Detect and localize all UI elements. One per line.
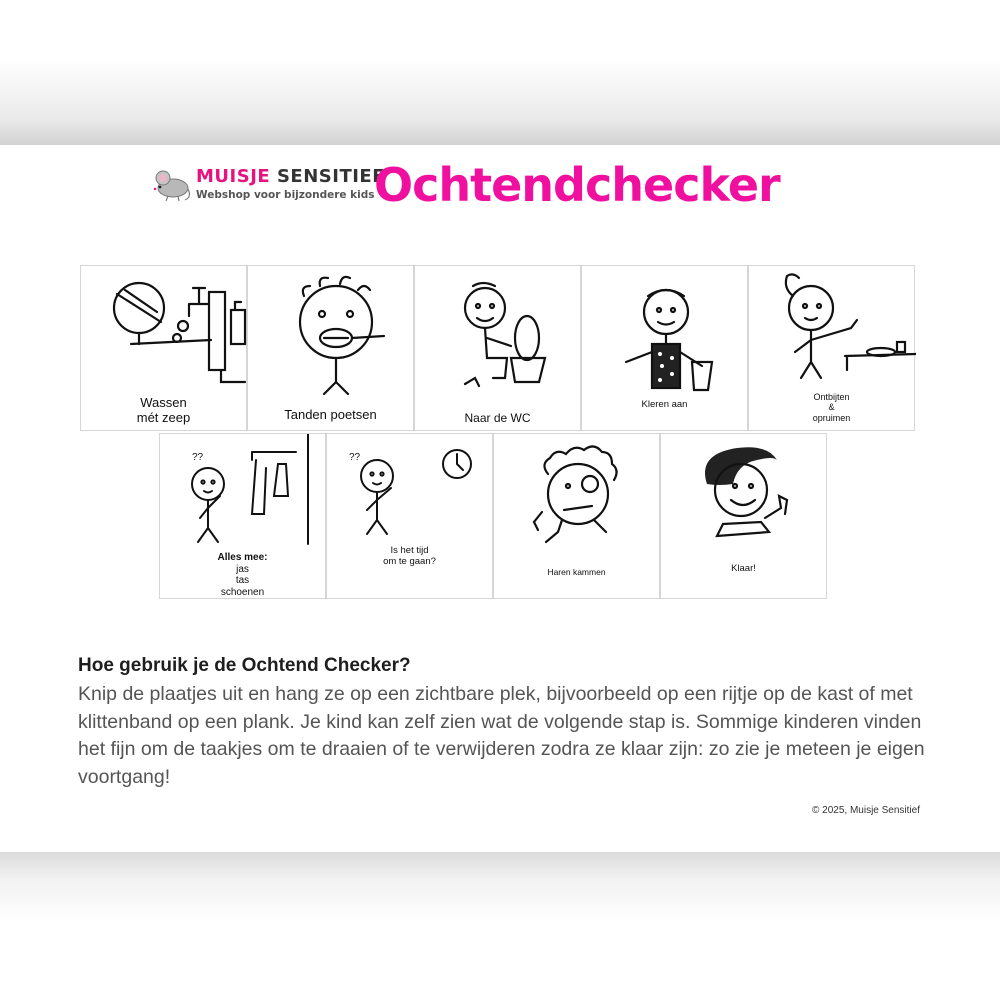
mouse-logo-icon: [152, 167, 192, 203]
task-caption: [327, 546, 492, 568]
caption-line: Alles mee:: [217, 552, 268, 563]
caption-line: Ontbijten: [813, 392, 850, 402]
caption-line: mét zeep: [136, 409, 191, 425]
task-card-comb-hair: [493, 433, 660, 599]
thought-marks: ??: [349, 452, 361, 463]
task-caption: [248, 408, 413, 423]
task-caption: [81, 396, 246, 426]
task-caption: [160, 552, 325, 598]
task-card-ready: [660, 433, 827, 599]
caption-line: Kleren aan: [641, 399, 688, 410]
caption-line: Naar de WC: [464, 411, 531, 425]
task-caption: [494, 568, 659, 578]
task-caption: [415, 412, 580, 426]
copyright-notice: © 2025, Muisje Sensitief: [812, 805, 920, 816]
task-card-pack-everything: [159, 433, 326, 599]
task-card-breakfast: [748, 265, 915, 431]
task-card-toilet: [414, 265, 581, 431]
task-caption: [749, 392, 914, 423]
caption-line: schoenen: [220, 586, 265, 598]
task-caption: [661, 564, 826, 575]
caption-line: opruimen: [812, 412, 851, 423]
page-shadow-top: [0, 0, 1000, 145]
caption-line: Is het tijd: [390, 545, 429, 556]
task-caption: [582, 400, 747, 411]
caption-line: tas: [235, 575, 250, 586]
caption-line: &: [828, 402, 835, 413]
caption-line: Klaar!: [731, 563, 756, 574]
caption-line: om te gaan?: [383, 555, 436, 567]
task-card-get-dressed: [581, 265, 748, 431]
page-shadow-bottom: [0, 852, 1000, 1000]
thought-marks: ??: [192, 452, 204, 463]
clock-icon: [327, 434, 494, 600]
caption-line: Wassen: [140, 395, 187, 410]
task-card-wash: [80, 265, 247, 431]
brand-logo: [152, 165, 386, 209]
caption-line: Haren kammen: [547, 567, 606, 577]
howto-body: Knip de plaatjes uit en hang ze op een zichtbare plek, bijvoorbeeld op een rijtje op de kast of met klittenband op een plank. Je kind kan zelf zien wat de volgende stap is. Sommige kinderen vinden het fijn om de taakjes om te draaien of te verwijderen zodra ze klaar zijn: zo zie je meteen je eigen voortgang!: [78, 683, 925, 788]
brand-tagline: Webshop voor bijzondere kids: [196, 189, 375, 201]
caption-line: jas: [236, 563, 249, 575]
task-card-brush-teeth: [247, 265, 414, 431]
howto-title: Hoe gebruik je de Ochtend Checker?: [78, 655, 411, 676]
toilet-icon: [415, 266, 582, 432]
task-card-time-to-go: [326, 433, 493, 599]
page-title: Ochtendchecker: [374, 158, 780, 212]
caption-line: Tanden poetsen: [284, 407, 377, 422]
checker-page: [0, 145, 1000, 852]
brand-name-part1: MUISJE: [196, 166, 271, 187]
brand-name: [196, 166, 385, 187]
ready-thumbs-up-icon: [661, 434, 828, 600]
brand-name-part2: SENSITIEF: [276, 166, 386, 187]
